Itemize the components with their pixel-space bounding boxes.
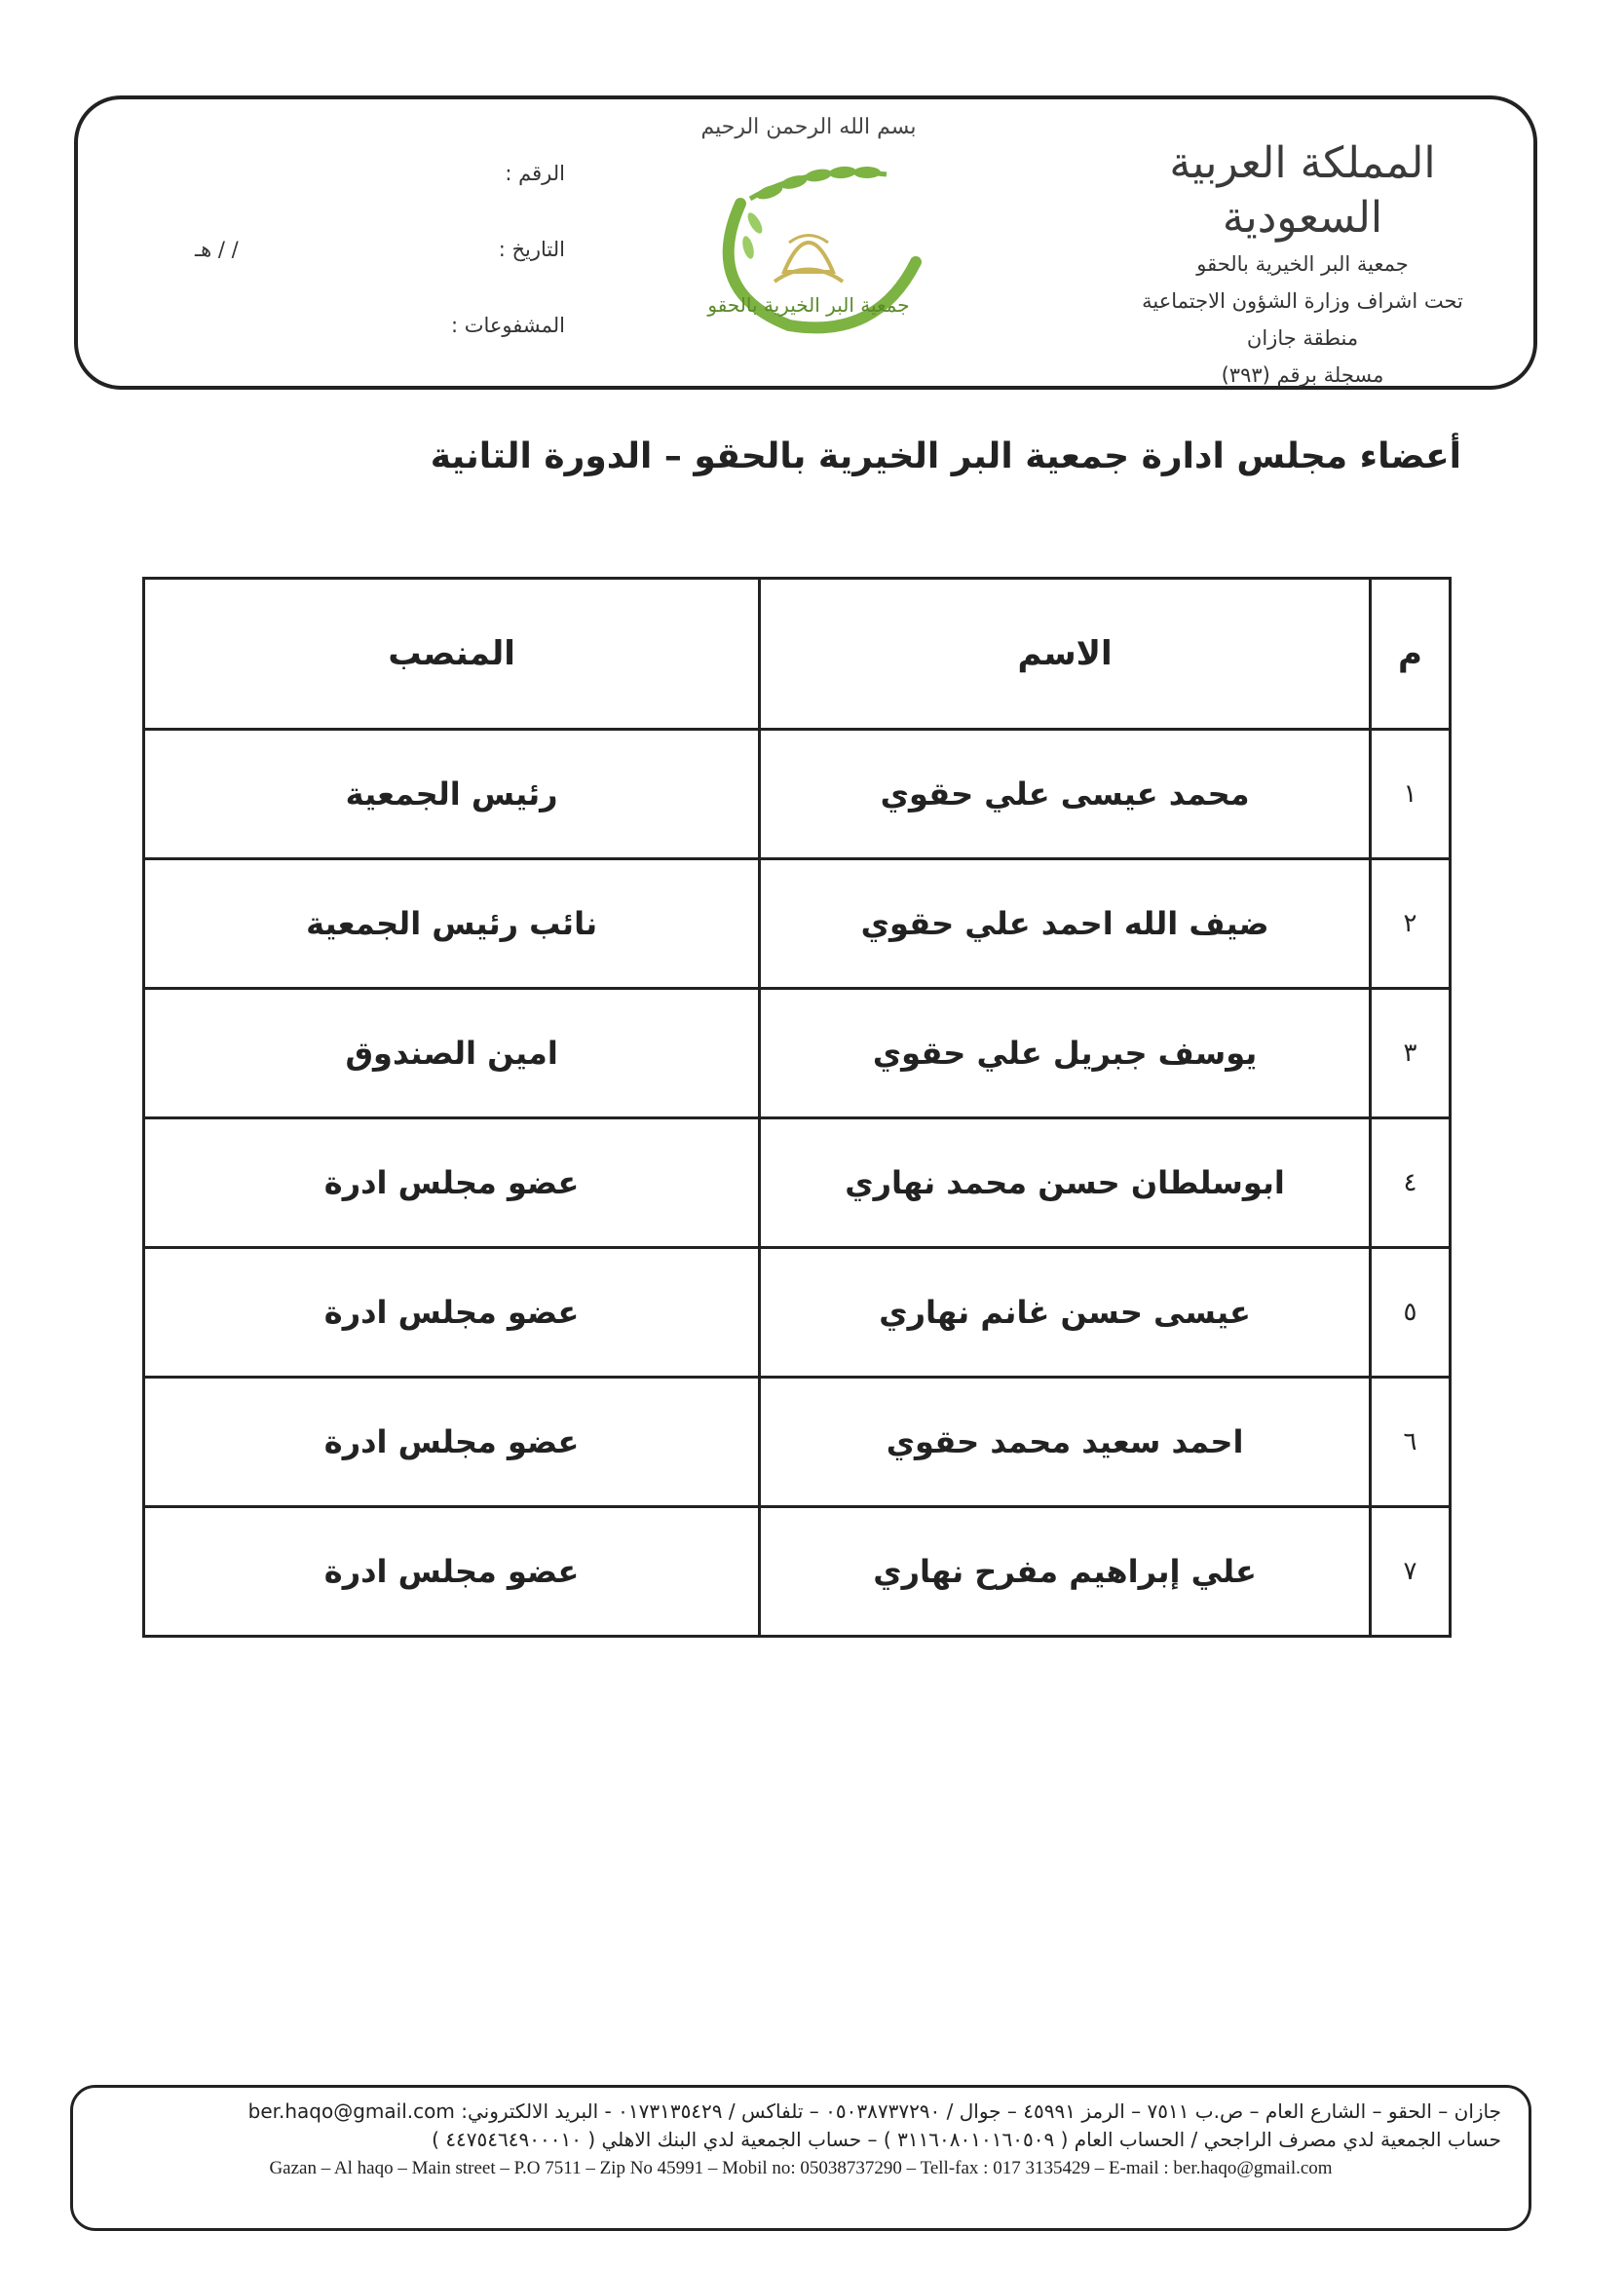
row-number: ١ (1370, 730, 1450, 859)
org-name: جمعية البر الخيرية بالحقو (1196, 252, 1409, 276)
reference-date-row (195, 238, 565, 314)
table-row (144, 730, 1451, 859)
member-position: عضو مجلس ادرة (144, 1248, 760, 1378)
attachments-row (195, 314, 565, 390)
header-position: المنصب (144, 579, 760, 730)
date-label: التاريخ : (498, 238, 565, 261)
member-name: احمد سعيد محمد حقوي (760, 1378, 1371, 1507)
kingdom-title: المملكة العربية السعودية (1169, 138, 1436, 243)
member-position: نائب رئيس الجمعية (144, 859, 760, 989)
row-number: ٥ (1370, 1248, 1450, 1378)
letterhead-logo-block (623, 115, 994, 368)
member-position: رئيس الجمعية (144, 730, 760, 859)
row-number: ٣ (1370, 989, 1450, 1118)
member-name: ابوسلطان حسن محمد نهاري (760, 1118, 1371, 1248)
member-name: علي إبراهيم مفرح نهاري (760, 1507, 1371, 1637)
registration-text: مسجلة برقم (٣٩٣) (1221, 363, 1384, 387)
row-number: ٦ (1370, 1378, 1450, 1507)
attachments-label: المشفوعات : (450, 314, 565, 337)
row-number: ٢ (1370, 859, 1450, 989)
header-number: م (1370, 579, 1450, 730)
region-text: منطقة جازان (1246, 326, 1359, 350)
member-name: عيسى حسن غانم نهاري (760, 1248, 1371, 1378)
table-row (144, 1378, 1451, 1507)
reference-number-row (195, 162, 565, 238)
logo-caption: جمعية البر الخيرية بالحقو (707, 293, 910, 317)
row-number: ٧ (1370, 1507, 1450, 1637)
footer-address-line: جازان – الحقو – الشارع العام – ص.ب ٧٥١١ – الرمز ٤٥٩٩١ – جوال / ٠٥٠٣٨٧٣٧٢٩٠ – تلفاكس / ٠١٧٣١٣٥٤٢٩ - البريد الالكتروني: ber.haqo@gmail.com (247, 2099, 1501, 2123)
table-row (144, 859, 1451, 989)
supervision-text: تحت اشراف وزارة الشؤون الاجتماعية (1142, 289, 1463, 313)
member-name: يوسف جبريل علي حقوي (760, 989, 1371, 1118)
member-position: عضو مجلس ادرة (144, 1507, 760, 1637)
member-name: ضيف الله احمد علي حقوي (760, 859, 1371, 989)
board-members-table (142, 577, 1452, 1638)
header-name: الاسم (760, 579, 1371, 730)
member-name: محمد عيسى علي حقوي (760, 730, 1371, 859)
page-title: أعضاء مجلس ادارة جمعية البر الخيرية بالحقو – الدورة التانية (430, 436, 1461, 476)
table-row (144, 1507, 1451, 1637)
row-number: ٤ (1370, 1118, 1450, 1248)
member-position: امين الصندوق (144, 989, 760, 1118)
member-position: عضو مجلس ادرة (144, 1118, 760, 1248)
letterhead-reference-block (195, 162, 565, 390)
table-row (144, 1118, 1451, 1248)
footer-contact-box (70, 2085, 1531, 2231)
basmala: بسم الله الرحمن الرحيم (700, 115, 917, 139)
letterhead-org-block (1098, 136, 1507, 394)
table-row (144, 1248, 1451, 1378)
number-label: الرقم : (505, 162, 565, 185)
table-row (144, 989, 1451, 1118)
date-value: / / هـ (195, 238, 239, 261)
member-position: عضو مجلس ادرة (144, 1378, 760, 1507)
table-header-row (144, 579, 1451, 730)
footer-bank-line: حساب الجمعية لدي مصرف الراجحي / الحساب العام ( ٣١١٦٠٨٠١٠١٦٠٥٠٩ ) – حساب الجمعية لدي البنك الاهلي ( ٤٤٧٥٤٦٤٩٠٠٠١٠ ) (432, 2128, 1501, 2151)
footer-english-line: Gazan – Al haqo – Main street – P.O 7511 – Zip No 45991 – Mobil no: 05038737290 – Tell-fax : 017 3135429 – E-mail : ber.haqo@gmail.com (269, 2158, 1333, 2178)
